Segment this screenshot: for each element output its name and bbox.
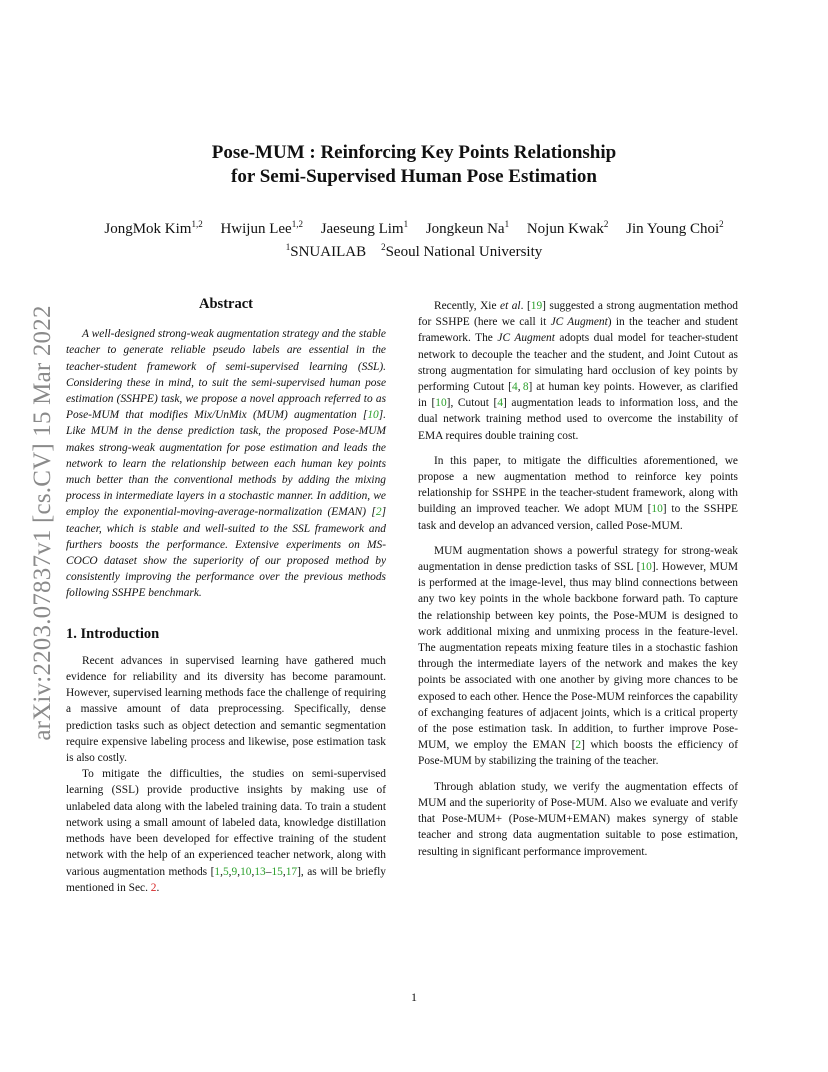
citation-link[interactable]: 15: [271, 865, 283, 878]
paper-title: [0, 141, 828, 189]
title-line-1: Pose-MUM : Reinforcing Key Points Relationship: [211, 142, 617, 163]
citation-link[interactable]: 17: [285, 865, 298, 878]
author: JongMok Kim$^{1,2}$: [104, 219, 203, 237]
citation-link[interactable]: 2: [375, 506, 382, 519]
body-paragraph-1: Recently, Xie et al. [19] suggested a strong augmentation method for SSHPE (here we call it JC Augment) in the teacher and student framework. The JC Augment adopts dual model for teacher-student network to decouple the teacher and the student, and Joint Cutout as strong augmentation for simulating hard occlusion of key points by performing Cutout [4, 8] at human key points. However, as clarified in [10], Cutout [4] augmentation leads to information loss, and the dual network training method used to overcome the instability of EMA requires double training cost.: [418, 300, 739, 442]
citation-link[interactable]: 10: [240, 865, 252, 878]
author: Jin Young Choi$^2$: [626, 219, 724, 237]
arxiv-side-banner: [24, 283, 62, 763]
intro-paragraph-1: Recent advances in supervised learning have gathered much evidence for reliability and its diversity has become paramount. However, supervised learning methods face the challenge of requiring a massive amount of data preprocessing. Specifically, dense prediction tasks such as object detection and semantic segmentation require expensive labeling process and likewise, pose estimation task is also costly.: [66, 654, 386, 765]
author: Nojun Kwak$^2$: [526, 219, 609, 237]
citation-link[interactable]: 10: [367, 409, 379, 422]
citation-link[interactable]: 10: [651, 503, 663, 516]
affiliation: $^1$SNUAILAB: [285, 242, 367, 260]
citation-link[interactable]: 4: [511, 381, 518, 394]
body-paragraph-2: In this paper, to mitigate the difficulties aforementioned, we propose a new augmentation method to reinforce key points relationship for SSHPE in the teacher-student framework, along with building an improved teacher. We adopt MUM [10] to the SSHPE task and develop an advanced version, called Pose-MUM.: [418, 454, 738, 532]
body-paragraph-3: MUM augmentation shows a powerful strategy for strong-weak augmentation in dense prediction tasks of SSL [10]. However, MUM is performed at the image-level, thus may blind connections between any two key points in the whole backbone forward path. To capture the relationship between key points, the Pose-MUM is designed to work additional mixing and unmixing process in the feature-level. The augmentation repeats mixing feature tiles in a stochastic fashion through the intermediate layers of the network and makes the key points be associated with one another by giving more chances to be exposed to each other. Hence the Pose-MUM reinforces the capability of exchanging features of adjacent joints, which is a critical property of the pose estimation task. In addition, to further improve Pose-MUM, we employ the EMAN [2] which boosts the efficiency of Pose-MUM by stabilizing the training of the teacher.: [418, 544, 738, 768]
right-column: [418, 298, 738, 860]
left-column: [66, 296, 386, 896]
citation-link[interactable]: 9: [231, 865, 238, 878]
body-paragraph-4: Through ablation study, we verify the augmentation effects of MUM and the superiority of Pose-MUM. Also we evaluate and verify that Pose-MUM+ (Pose-MUM+EMAN) makes synergy of stable teacher and strong data augmentation suitable to pose estimation, resulting in significant performance improvement.: [418, 780, 738, 858]
affiliations: [0, 241, 828, 263]
author: Jongkeun Na$^1$: [425, 219, 510, 237]
section-heading-introduction: 1. Introduction: [66, 625, 160, 642]
author-list: [0, 218, 828, 240]
intro-paragraph-2: To mitigate the difficulties, the studies on semi-supervised learning (SSL) provide productive insights by making use of unlabeled data along with the labeled training data. To train a student network using a small amount of labeled data, knowledge distillation methods have been developed for effective training of the student network with the help of an experienced teacher network, along with various augmentation methods [1,5,9,10,13–15,17], as will be briefly mentioned in Sec. 2.: [66, 768, 387, 894]
citation-link[interactable]: 4: [497, 397, 504, 410]
citation-link[interactable]: 5: [222, 865, 229, 878]
citation-link[interactable]: 10: [435, 397, 447, 410]
arxiv-identifier: arXiv:2203.07837v1 [cs.CV] 15 Mar 2022: [29, 305, 56, 741]
author: Hwijun Lee$^{1,2}$: [220, 219, 303, 237]
page-number: 1: [411, 990, 417, 1004]
affiliation: $^2$Seoul National University: [381, 242, 543, 260]
title-line-2: for Semi-Supervised Human Pose Estimation: [231, 166, 597, 187]
citation-link[interactable]: 13: [254, 865, 266, 878]
abstract-text: A well-designed strong-weak augmentation strategy and the stable teacher to generate reliable pseudo labels are essential in the teacher-student framework of semi-supervised learning (SSL). Considering these in mind, to suit the semi-supervised human pose estimation (SSHPE) task, we propose a novel approach referred to as Pose-MUM that modifies Mix/UnMix (MUM) augmentation [10]. Like MUM in the dense prediction task, the proposed Pose-MUM makes strong-weak augmentation for pose estimation and leads the network to learn the relationship between each human key points much better than the conventional methods by adding the mixing process in intermediate layers in a stochastic manner. In addition, we employ the exponential-moving-average-normalization (EMAN) [2] teacher, which is stable and well-suited to the SSL framework and furthers boosts the performance. Extensive experiments on MS-COCO dataset show the superiority of our proposed method by consistently improving the performance over the previous methods following SSHPE benchmark.: [66, 328, 386, 600]
abstract-heading: Abstract: [199, 296, 253, 312]
citation-link[interactable]: 10: [640, 561, 652, 574]
citation-link[interactable]: 8: [522, 381, 529, 394]
citation-link[interactable]: 2: [575, 739, 582, 752]
citation-link[interactable]: 1: [214, 865, 221, 878]
author: Jaeseung Lim$^1$: [320, 219, 409, 237]
citation-link[interactable]: 19: [530, 300, 543, 312]
section-reference-link[interactable]: 2: [150, 881, 157, 894]
